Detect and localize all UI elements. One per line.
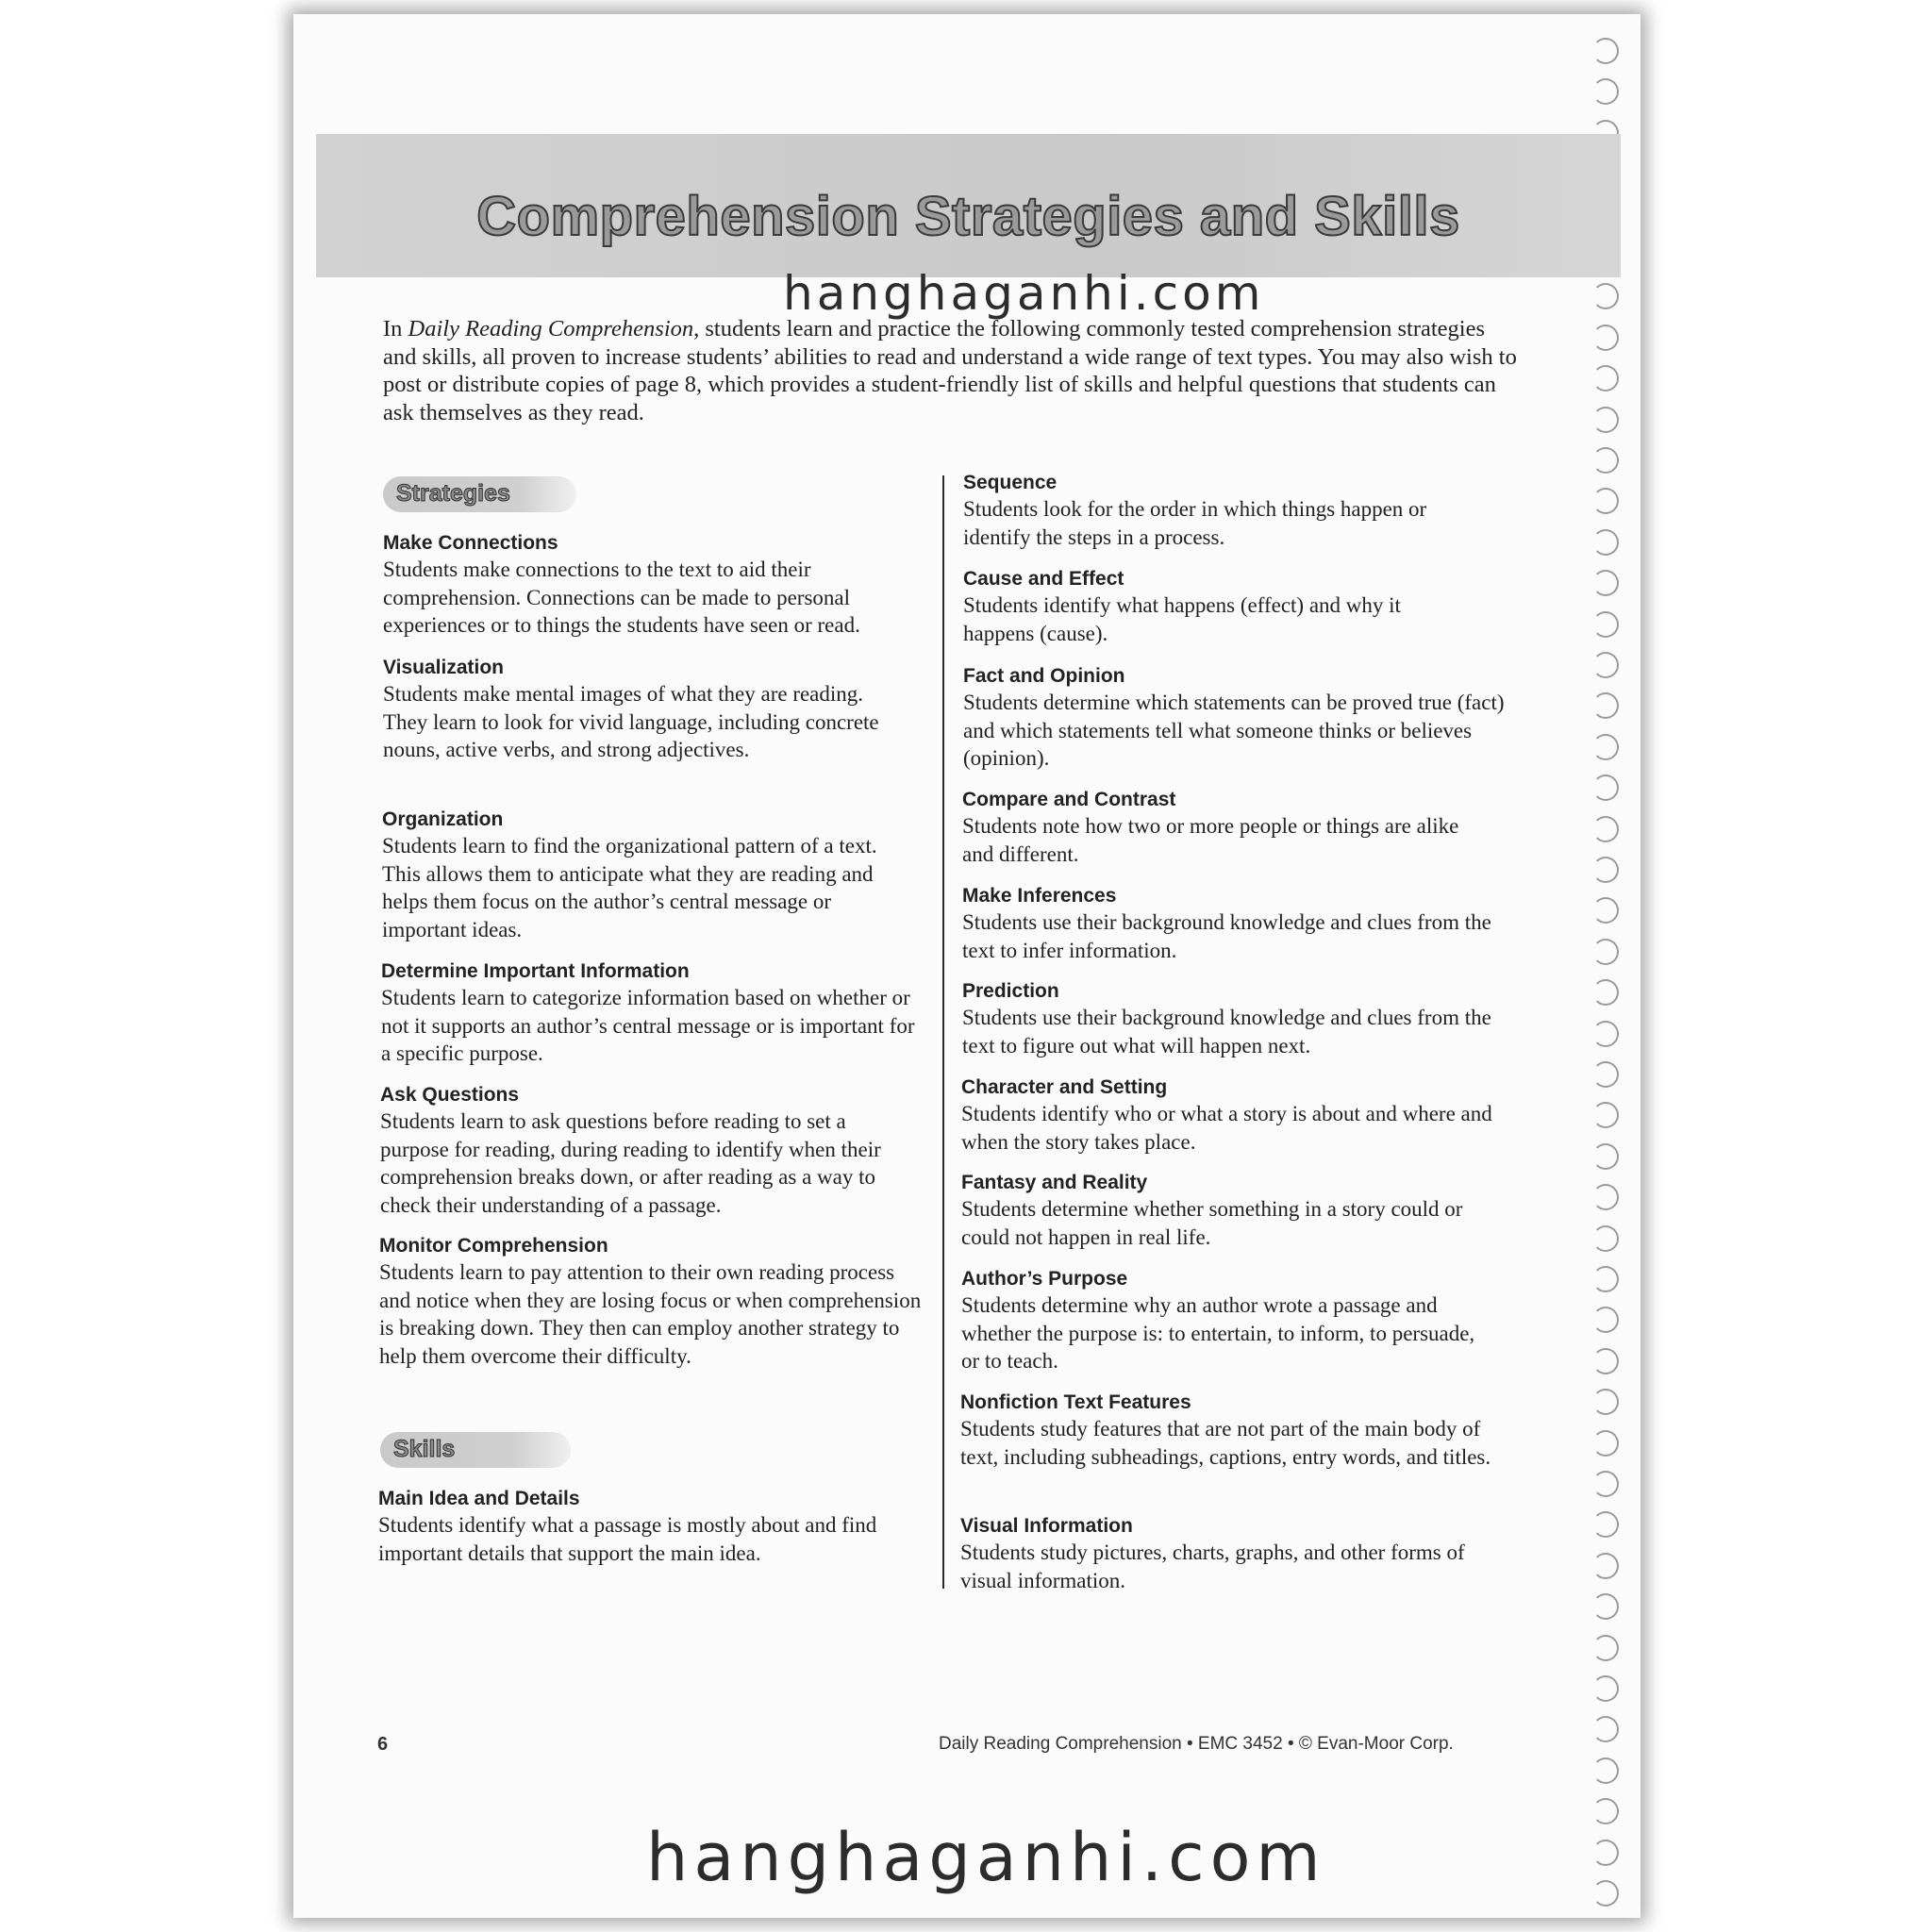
skill-entry [960, 1390, 1503, 1471]
entry-title: Determine Important Information [381, 960, 690, 982]
binding-ring [1592, 1471, 1619, 1497]
binding-ring [1592, 1511, 1619, 1538]
strategy-entry [382, 807, 915, 943]
intro-text: , students learn and practice the following commonly tested comprehension strategies and skills, all proven to increase students’ abilities to read and understand a wide range of text types. You may also wish to post or distribute copies of page 8, which provides a student-friendly list of skills and helpful questions that students can ask themselves as they read. [383, 316, 1517, 425]
binding-ring [1592, 979, 1619, 1006]
skill-entry [962, 978, 1505, 1059]
binding-ring [1592, 78, 1619, 105]
entry-title: Fact and Opinion [963, 665, 1125, 687]
entry-body: Students learn to find the organizational pattern of a text. This allows them to anticipate what they are reading and helps them focus on the author’s central message or important ideas. [382, 834, 877, 941]
column-divider [942, 475, 944, 1589]
binding-ring [1592, 611, 1619, 638]
binding-ring [1592, 365, 1619, 391]
intro-book-title: Daily Reading Comprehension [408, 316, 694, 341]
binding-ring [1592, 692, 1619, 719]
entry-title: Ask Questions [380, 1084, 520, 1106]
strategy-entry [380, 1082, 918, 1219]
skill-entry [378, 1486, 921, 1567]
binding-ring [1592, 1430, 1619, 1457]
strategies-heading [383, 476, 576, 512]
binding-ring [1592, 283, 1619, 309]
entry-body: Students make connections to the text to aid their comprehension. Connections can be made to personal experiences or to things the students have seen or read. [383, 558, 860, 637]
skill-entry [962, 787, 1491, 868]
entry-title: Visual Information [960, 1515, 1133, 1537]
binding-ring [1592, 1593, 1619, 1620]
binding-ring [1592, 488, 1619, 514]
entry-body: Students use their background knowledge and clues from the text to figure out what will happen next. [962, 1006, 1491, 1058]
entry-title: Sequence [963, 472, 1058, 493]
skill-entry [961, 1266, 1494, 1375]
entry-title: Make Inferences [962, 885, 1117, 907]
entry-body: Students look for the order in which things happen or identify the steps in a process. [963, 497, 1427, 549]
entry-title: Character and Setting [961, 1076, 1168, 1098]
entry-body: Students study features that are not part of the main body of text, including subheadings, captions, entry words, and titles. [960, 1417, 1491, 1469]
binding-ring [1592, 857, 1619, 883]
entry-title: Main Idea and Details [378, 1488, 580, 1509]
entry-body: Students study pictures, charts, graphs, and other forms of visual information. [960, 1541, 1465, 1592]
entry-body: Students identify who or what a story is about and where and when the story takes place. [961, 1102, 1492, 1154]
binding-ring [1592, 1635, 1619, 1661]
skills-heading-label: Skills [393, 1436, 456, 1462]
binding-ring [1592, 1021, 1619, 1047]
page-title: Comprehension Strategies and Skills [476, 186, 1460, 247]
entry-title: Visualization [383, 657, 504, 678]
binding-ring [1592, 1389, 1619, 1415]
strategy-entry [383, 530, 930, 640]
binding-ring [1592, 1716, 1619, 1742]
binding-ring [1592, 1102, 1619, 1128]
skills-heading [380, 1432, 571, 1468]
spiral-binding [1592, 38, 1630, 1915]
entry-body: Students learn to ask questions before reading to set a purpose for reading, during reading to identify when their comprehension breaks down, or after reading as a way to check their understanding of a passage. [380, 1109, 881, 1217]
entry-title: Organization [382, 808, 504, 830]
binding-ring [1592, 1798, 1619, 1824]
binding-ring [1592, 734, 1619, 760]
entry-title: Compare and Contrast [962, 789, 1176, 810]
binding-ring [1592, 1880, 1619, 1907]
binding-ring [1592, 1757, 1619, 1784]
skill-entry [963, 470, 1491, 551]
entry-body: Students identify what happens (effect) and why it happens (cause). [963, 593, 1401, 645]
binding-ring [1592, 774, 1619, 801]
binding-ring [1592, 1553, 1619, 1579]
binding-ring [1592, 38, 1619, 64]
binding-ring [1592, 325, 1619, 351]
watermark-bottom: hanghaganhi.com [646, 1819, 1326, 1896]
entry-title: Cause and Effect [963, 568, 1124, 590]
watermark-top: hanghaganhi.com [783, 266, 1265, 321]
binding-ring [1592, 1840, 1619, 1866]
strategy-entry [383, 655, 897, 764]
binding-ring [1592, 529, 1619, 556]
binding-ring [1592, 1225, 1619, 1252]
entry-body: Students determine why an author wrote a passage and whether the purpose is: to entertain, to inform, to persuade, or to teach. [961, 1293, 1475, 1373]
binding-ring [1592, 570, 1619, 596]
skill-entry [963, 663, 1506, 773]
entry-body: Students identify what a passage is mostly about and find important details that support the main idea. [378, 1513, 877, 1565]
binding-ring [1592, 1675, 1619, 1702]
footer-credit: Daily Reading Comprehension • EMC 3452 • © Evan-Moor Corp. [939, 1734, 1454, 1754]
intro-paragraph [383, 315, 1520, 426]
entry-body: Students use their background knowledge and clues from the text to infer information. [962, 910, 1491, 962]
binding-ring [1592, 652, 1619, 678]
skill-entry [961, 1074, 1494, 1156]
binding-ring [1592, 939, 1619, 965]
entry-title: Nonfiction Text Features [960, 1391, 1191, 1413]
binding-ring [1592, 1348, 1619, 1374]
strategies-heading-label: Strategies [396, 480, 510, 507]
strategy-entry [379, 1233, 926, 1370]
binding-ring [1592, 1061, 1619, 1088]
binding-ring [1592, 447, 1619, 474]
page-number: 6 [377, 1734, 389, 1755]
skill-entry [963, 566, 1468, 647]
binding-ring [1592, 1307, 1619, 1333]
entry-title: Fantasy and Reality [961, 1172, 1148, 1193]
intro-prefix: In [383, 316, 408, 341]
entry-title: Make Connections [383, 532, 558, 554]
binding-ring [1592, 1266, 1619, 1292]
strategy-entry [381, 958, 924, 1068]
entry-body: Students determine whether something in a story could or could not happen in real life. [961, 1197, 1463, 1249]
entry-title: Author’s Purpose [961, 1268, 1128, 1290]
binding-ring [1592, 1184, 1619, 1210]
skill-entry [962, 883, 1505, 964]
entry-body: Students learn to pay attention to their own reading process and notice when they are losing focus or when comprehension is breaking down. They then can employ another strategy to help them overcome their difficulty. [379, 1260, 922, 1368]
binding-ring [1592, 1143, 1619, 1170]
entry-title: Monitor Comprehension [379, 1235, 608, 1257]
skill-entry [961, 1170, 1494, 1251]
entry-body: Students determine which statements can be proved true (fact) and which statements tell what someone thinks or believes (opinion). [963, 691, 1505, 770]
entry-body: Students learn to categorize information based on whether or not it supports an author’s central message or is important for a specific purpose. [381, 986, 915, 1065]
entry-body: Students make mental images of what they are reading. They learn to look for vivid language, including concrete nouns, active verbs, and strong adjectives. [383, 682, 879, 761]
entry-body: Students note how two or more people or things are alike and different. [962, 814, 1459, 866]
binding-ring [1592, 816, 1619, 842]
binding-ring [1592, 407, 1619, 433]
skill-entry [960, 1513, 1489, 1594]
entry-title: Prediction [962, 980, 1059, 1002]
binding-ring [1592, 897, 1619, 924]
